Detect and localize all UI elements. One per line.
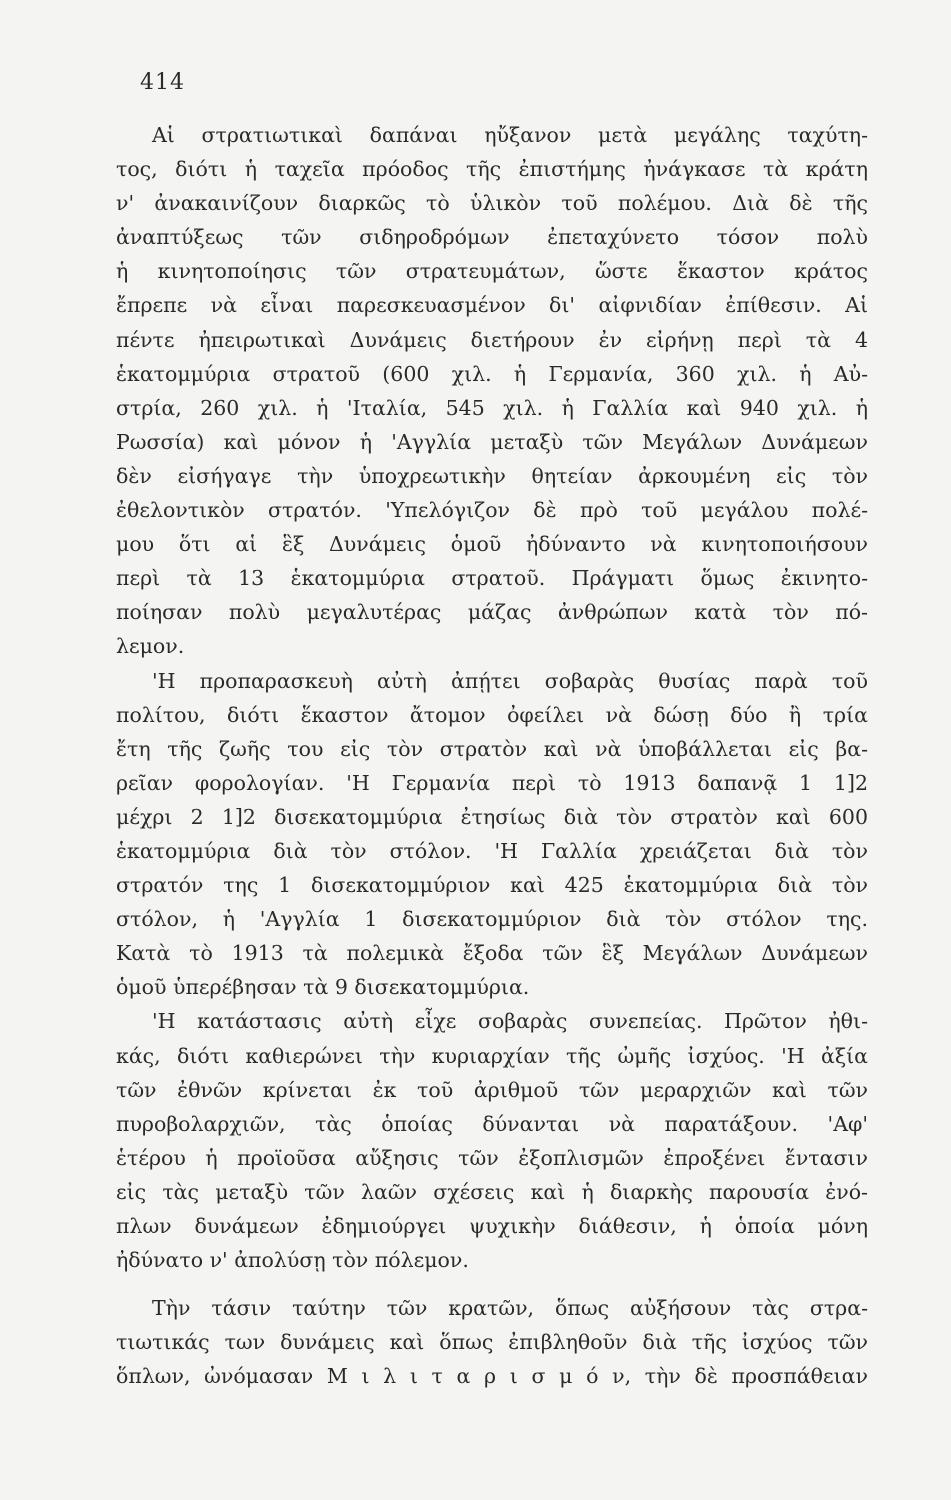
text-line: ἠδύνατο ν' ἀπολύσῃ τὸν πόλεμον. (116, 1248, 469, 1273)
paragraph (116, 664, 868, 1005)
paragraph (116, 118, 868, 664)
text-line: ἑτέρου ἡ προϊοῦσα αὔξησις τῶν ἐξοπλισμῶν ἐπροξένει ἔντασιν (116, 1145, 868, 1170)
text-line: τῶν ἐθνῶν κρίνεται ἐκ τοῦ ἀριθμοῦ τῶν μεραρχιῶν καὶ τῶν (116, 1077, 868, 1102)
text-line: ὁμοῦ ὑπερέβησαν τὰ 9 δισεκατομμύρια. (116, 975, 530, 1000)
paragraph-gap (116, 1277, 868, 1291)
text-line: ἔτη τῆς ζωῆς του εἰς τὸν στρατὸν καὶ νὰ ὑποβάλλεται εἰς βα- (116, 736, 868, 761)
text-line: Τὴν τάσιν ταύτην τῶν κρατῶν, ὅπως αὐξήσουν τὰς στρα- (152, 1296, 868, 1321)
text-line: περὶ τὰ 13 ἑκατομμύρια στρατοῦ. Πράγματι ὅμως ἐκινητο- (116, 566, 868, 591)
text-line: πολίτου, διότι ἕκαστον ἄτομον ὀφείλει νὰ δώσῃ δύο ἢ τρία (116, 702, 868, 727)
text-line: 'Η προπαρασκευὴ αὐτὴ ἀπῄτει σοβαρὰς θυσίας παρὰ τοῦ (152, 668, 868, 693)
text-line: στρατόν της 1 δισεκατομμύριον καὶ 425 ἑκατομμύρια διὰ τὸν (116, 873, 868, 898)
text-line: Ρωσσία) καὶ μόνον ἡ 'Αγγλία μεταξὺ τῶν Μεγάλων Δυνάμεων (116, 429, 868, 454)
text-line: 'Η κατάστασις αὐτὴ εἶχε σοβαρὰς συνεπείας. Πρῶτον ἠθι- (152, 1009, 868, 1034)
text-line: ἡ κινητοποίησις τῶν στρατευμάτων, ὥστε ἕκαστον κράτος (116, 259, 868, 284)
text-line: εἰς τὰς μεταξὺ τῶν λαῶν σχέσεις καὶ ἡ διαρκὴς παρουσία ἐνό- (116, 1179, 868, 1204)
text-line: ἑκατομμύρια διὰ τὸν στόλον. 'Η Γαλλία χρειάζεται διὰ τὸν (116, 838, 868, 863)
text-line: ἀναπτύξεως τῶν σιδηροδρόμων ἐπεταχύνετο τόσον πολὺ (116, 225, 868, 250)
paragraph (116, 1291, 868, 1393)
body-text (116, 118, 868, 1393)
text-line: ρεῖαν φορολογίαν. 'Η Γερμανία περὶ τὸ 1913 δαπανᾷ 1 1]2 (116, 770, 868, 795)
text-line: ἔπρεπε νὰ εἶναι παρεσκευασμένον δι' αἰφνιδίαν ἐπίθεσιν. Αἱ (116, 293, 868, 318)
text-line: πέντε ἠπειρωτικαὶ Δυνάμεις διετήρουν ἐν εἰρήνῃ περὶ τὰ 4 (116, 327, 868, 352)
text-line: Αἱ στρατιωτικαὶ δαπάναι ηὔξανον μετὰ μεγάλης ταχύτη- (152, 123, 868, 147)
text-line: τος, διότι ἡ ταχεῖα πρόοδος τῆς ἐπιστήμης ἠνάγκασε τὰ κράτη (116, 157, 868, 182)
text-line: ποίησαν πολὺ μεγαλυτέρας μάζας ἀνθρώπων κατὰ τὸν πό- (116, 600, 868, 625)
text-line: Κατὰ τὸ 1913 τὰ πολεμικὰ ἔξοδα τῶν ἓξ Μεγάλων Δυνάμεων (116, 941, 868, 966)
text-line: πλων δυνάμεων ἐδημιούργει ψυχικὴν διάθεσιν, ἡ ὁποία μόνη (116, 1214, 868, 1238)
text-line: πυροβολαρχιῶν, τὰς ὁποίας δύνανται νὰ παρατάξουν. 'Αφ' (116, 1111, 868, 1136)
text-line: μου ὅτι αἱ ἓξ Δυνάμεις ὁμοῦ ἠδύναντο νὰ κινητοποιήσουν (116, 532, 868, 557)
text-line: λεμον. (116, 634, 185, 659)
paragraph (116, 1004, 868, 1277)
text-line: κάς, διότι καθιερώνει τὴν κυριαρχίαν τῆς ὠμῆς ἰσχύος. 'Η ἀξία (116, 1043, 868, 1068)
text-line: στρία, 260 χιλ. ἡ 'Ιταλία, 545 χιλ. ἡ Γαλλία καὶ 940 χιλ. ἡ (116, 395, 868, 420)
text-line: ἐθελοντικὸν στρατόν. 'Υπελόγιζον δὲ πρὸ τοῦ μεγάλου πολέ- (116, 498, 868, 523)
text-line: στόλον, ἡ 'Αγγλία 1 δισεκατομμύριον διὰ τὸν στόλον της. (116, 907, 868, 932)
text-line: ἑκατομμύρια στρατοῦ (600 χιλ. ἡ Γερμανία, 360 χιλ. ἡ Αὐ- (116, 361, 868, 386)
text-line: ὅπλων, ὠνόμασαν Μ ι λ ι τ α ρ ι σ μ ό ν, τὴν δὲ προσπάθειαν (116, 1364, 868, 1389)
text-line: τιωτικάς των δυνάμεις καὶ ὅπως ἐπιβληθοῦν διὰ τῆς ἰσχύος τῶν (116, 1330, 868, 1355)
text-line: μέχρι 2 1]2 δισεκατομμύρια ἐτησίως διὰ τὸν στρατὸν καὶ 600 (116, 804, 868, 829)
text-line: δὲν εἰσήγαγε τὴν ὑποχρεωτικὴν θητείαν ἀρκουμένη εἰς τὸν (116, 463, 868, 488)
text-line: ν' ἀνακαινίζουν διαρκῶς τὸ ὑλικὸν τοῦ πολέμου. Διὰ δὲ τῆς (116, 191, 868, 216)
page-number: 414 (140, 70, 185, 95)
